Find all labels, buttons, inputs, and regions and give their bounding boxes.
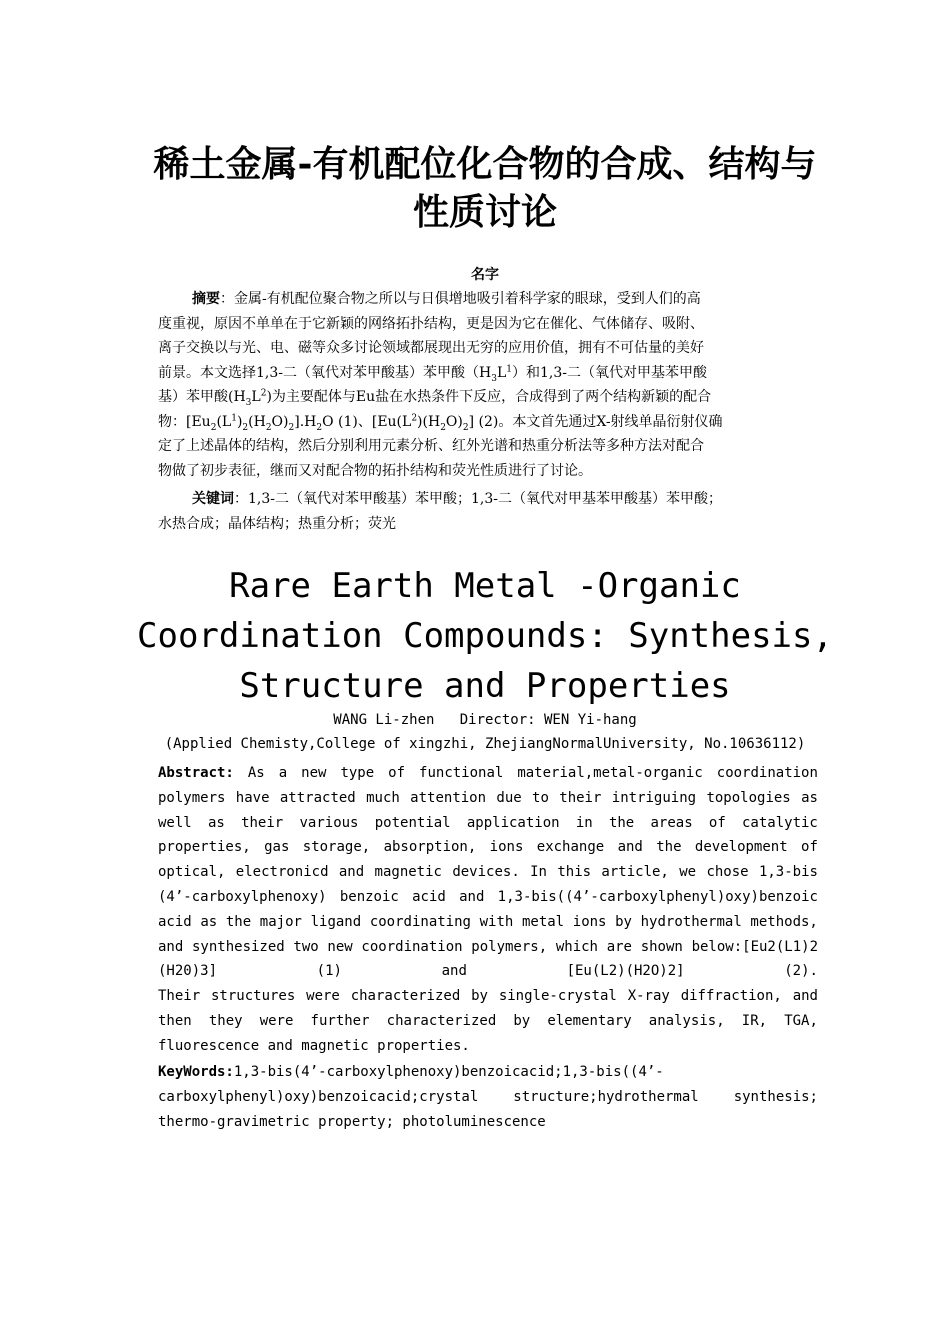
word: much (366, 789, 400, 806)
word: the (608, 814, 635, 831)
word: of (801, 839, 818, 856)
chinese-abstract (158, 287, 818, 483)
text: 离子交换以与光、电、磁等众多讨论领域都展现出无穷的应用价值，拥有不可估量的美好 (158, 340, 704, 356)
text: 定了上述晶体的结构，然后分别利用元素分析、红外光谱和热重分析法等多种方法对配合 (158, 438, 704, 454)
word: the (656, 839, 682, 856)
word: application (466, 814, 560, 831)
word: by (615, 913, 632, 930)
chinese-abstract-line (158, 312, 818, 337)
english-title-line-1: Rare Earth Metal -Organic (229, 566, 741, 606)
chinese-title-line-1: 稀土金属-有机配位化合物的合成、结构与 (153, 143, 817, 185)
word: storage, (302, 839, 371, 856)
word: functional (419, 765, 504, 781)
english-keywords-line (158, 1110, 818, 1135)
word: polymers, (471, 938, 548, 955)
english-abstract-line (158, 959, 818, 984)
word: exchange (536, 839, 605, 856)
text-part: )为主要配体与Eu盐在水热条件下反应，合成得到了两个结构新颖的配合 (266, 389, 712, 405)
word: as (801, 789, 818, 806)
word: two (293, 938, 319, 955)
word: the (225, 913, 252, 930)
word: (1) (316, 963, 342, 980)
subscript: 2 (288, 422, 295, 433)
text (158, 385, 711, 410)
english-abstract-line (158, 1034, 818, 1059)
word: then (158, 1012, 192, 1029)
english-abstract-line (158, 935, 818, 960)
word: absorption, (383, 839, 477, 856)
word: major (259, 913, 302, 930)
text: 1,3-二（氧代对苯甲酸基）苯甲酸；1,3-二（氧代对甲基苯甲酸基）苯甲酸； (248, 491, 722, 507)
english-abstract-line (158, 984, 818, 1009)
word: and (617, 839, 643, 856)
word: (H20)3] (158, 963, 218, 980)
word: characterized (386, 1012, 497, 1029)
chinese-keywords-line (158, 512, 818, 537)
word: of (388, 765, 406, 781)
subscript: 3 (491, 373, 497, 384)
word: optical, (158, 864, 226, 881)
text: 物做了初步表征，继而又对配合物的拓扑结构和荧光性质进行了讨论。 (158, 462, 592, 479)
text (158, 361, 707, 386)
word: gas (264, 839, 290, 856)
word: methods, (750, 913, 818, 930)
text-part: (H (248, 413, 266, 430)
word: characterized (350, 988, 461, 1005)
text: 度重视，原因不单单在于它新颖的网络拓扑结构，更是因为它在催化、气体储存、吸附、 (158, 315, 704, 332)
english-abstract-line (158, 910, 818, 935)
english-abstract-line (158, 885, 818, 910)
subscript: 2 (440, 422, 446, 433)
word: their (559, 789, 602, 806)
word: below:[Eu2(L1)2 (691, 938, 818, 955)
word: polymers (158, 789, 226, 806)
chinese-abstract-line (158, 361, 818, 386)
word: attracted (279, 789, 356, 806)
chinese-keywords (158, 487, 818, 536)
superscript: 1 (506, 363, 512, 374)
word: as (200, 913, 218, 930)
superscript: 2 (260, 388, 267, 399)
text-part: )(H (417, 413, 441, 430)
text: thermo-gravimetric property; photoluminescence (158, 1113, 546, 1130)
word: and (441, 963, 467, 980)
chinese-abstract-line (158, 336, 818, 361)
word: and (338, 864, 365, 881)
word: single-crystal (498, 988, 617, 1005)
text: fluorescence and magnetic properties. (158, 1037, 470, 1054)
text-part: 前景。本文选择1,3-二（氧代对苯甲酸基）苯甲酸（H (158, 364, 492, 381)
word: In (530, 864, 547, 881)
word: TGA, (784, 1012, 818, 1029)
word: further (310, 1012, 370, 1029)
chinese-abstract-label: 摘要 (192, 291, 220, 307)
superscript: 1 (231, 412, 237, 423)
word: intriguing (611, 789, 697, 806)
word: [Eu(L2)(H2O)2] (566, 963, 685, 980)
word: structure;hydrothermal (513, 1088, 699, 1105)
word: new (327, 938, 353, 955)
text-part: ] (2)。本文首先通过X-射线单晶衍射仪确 (468, 413, 723, 430)
english-affiliation: (Applied Chemisty,College of xingzhi, ZhejiangNormalUniversity, No.10636112) (164, 736, 806, 752)
subscript: 2 (210, 422, 217, 433)
word: by (513, 1012, 531, 1029)
word: X-ray (627, 988, 670, 1005)
english-author: WANG Li-zhen Director: WEN Yi-hang (333, 712, 637, 728)
english-abstract-line (158, 786, 818, 811)
english-abstract-line (158, 835, 818, 860)
word: coordination (716, 765, 818, 781)
word: ions (572, 913, 607, 930)
chinese-keywords-line (158, 487, 818, 512)
word: (2). (784, 963, 818, 980)
text-part: 物：[Eu (158, 413, 211, 430)
word: properties, (158, 839, 251, 856)
chinese-title-line-2: 性质讨论 (412, 191, 557, 233)
text-part: 基）苯甲酸(H (158, 389, 246, 405)
chinese-author: 名字 (471, 267, 499, 283)
word: electronicd (235, 864, 329, 881)
english-title-line-3: Structure and Properties (239, 666, 731, 706)
word: benzoic (339, 888, 399, 905)
word: due (496, 789, 522, 806)
word: a (278, 765, 288, 781)
word: article, (601, 864, 669, 881)
word: material,metal-organic (517, 765, 703, 781)
english-title-line-2: Coordination Compounds: Synthesis, (137, 616, 833, 656)
word: magnetic (374, 864, 442, 881)
word: diffraction, (680, 988, 782, 1005)
word: synthesis; (733, 1088, 818, 1105)
english-abstract (158, 761, 818, 1059)
chinese-abstract-line (158, 434, 818, 459)
text: 水热合成；晶体结构；热重分析；荧光 (158, 515, 396, 532)
separator: ： (220, 291, 234, 307)
word: were (259, 1012, 294, 1029)
text-part: O) (271, 413, 289, 430)
word: were (306, 988, 340, 1005)
chinese-abstract-line (158, 410, 818, 435)
word: IR, (741, 1012, 768, 1029)
text-part: (L (216, 413, 232, 430)
english-keywords-line (158, 1060, 818, 1085)
word: synthesized (192, 938, 285, 955)
english-abstract-line (158, 860, 818, 885)
subscript: 2 (316, 422, 323, 433)
word: and (158, 938, 184, 955)
word: (4’-carboxylphenoxy) (158, 888, 327, 905)
word: with (479, 913, 514, 930)
word: this (557, 864, 592, 881)
word: are (606, 938, 632, 955)
chinese-abstract-line (158, 287, 818, 312)
english-abstract-line (158, 761, 818, 786)
word: and (459, 888, 485, 905)
word: to (532, 789, 549, 806)
chinese-abstract-line (158, 459, 818, 484)
text-part: O (1)、[Eu(L (322, 413, 412, 430)
word: and (792, 988, 818, 1005)
separator: ： (234, 491, 248, 507)
word: as (207, 814, 225, 831)
text (158, 410, 723, 435)
word: development (694, 839, 788, 856)
text-part: ）和1,3-二（氧代对甲基苯甲酸 (511, 364, 707, 381)
word: acid (158, 913, 192, 930)
word: have (235, 789, 270, 806)
subscript: 2 (462, 422, 469, 433)
english-abstract-line (158, 1009, 818, 1034)
text-part: ) (236, 413, 243, 430)
word: 1,3-bis((4’-carboxylphenyl)oxy)benzoic (497, 888, 818, 905)
word: attention (410, 789, 487, 806)
subscript: 2 (265, 422, 272, 433)
word: of (708, 814, 726, 831)
word: new (301, 765, 327, 781)
word: in (575, 814, 593, 831)
word: elementary (547, 1012, 632, 1029)
text-part: O) (445, 413, 463, 430)
english-abstract-label: Abstract: (158, 765, 234, 781)
subscript: 2 (242, 422, 249, 433)
word: chose (706, 864, 749, 881)
english-keywords-label: KeyWords: (158, 1064, 234, 1080)
word: ions (489, 839, 524, 856)
word: analysis, (648, 1012, 725, 1029)
chinese-abstract-line (158, 385, 818, 410)
word: type (340, 765, 375, 781)
word: well (158, 814, 192, 831)
word: acid (412, 888, 446, 905)
chinese-keywords-label: 关键词 (192, 491, 234, 507)
english-abstract-line (158, 811, 818, 836)
english-keywords-line (158, 1085, 818, 1110)
word: structures (211, 988, 296, 1005)
word: Their (158, 988, 201, 1005)
word: shown (640, 938, 683, 955)
text-part: L (496, 364, 507, 381)
subscript: 3 (245, 397, 252, 408)
word: their (241, 814, 284, 831)
word: topologies (706, 789, 791, 806)
word: hydrothermal (640, 913, 742, 930)
word: ligand (310, 913, 362, 930)
word: potential (374, 814, 451, 831)
word: coordinating (369, 913, 471, 930)
word: which (555, 938, 598, 955)
word: coordination (361, 938, 463, 955)
word: areas (650, 814, 693, 831)
word: As (247, 765, 265, 781)
word: catalytic (742, 814, 818, 831)
word: carboxylphenyl)oxy)benzoicacid;crystal (158, 1088, 479, 1105)
superscript: 2 (411, 412, 418, 423)
word: metal (521, 913, 565, 930)
text: 1,3-bis(4’-carboxylphenoxy)benzoicacid;1,3-bis((4’- (233, 1064, 664, 1080)
word: by (471, 988, 488, 1005)
word: 1,3-bis (758, 864, 818, 881)
english-keywords (158, 1060, 818, 1134)
text-part: ].H (294, 413, 317, 430)
word: we (679, 864, 697, 881)
word: various (299, 814, 359, 831)
text: 金属-有机配位聚合物之所以与日俱增地吸引着科学家的眼球，受到人们的高 (234, 291, 701, 307)
word: devices. (452, 864, 520, 881)
text-part: L (251, 389, 261, 405)
word: they (208, 1012, 243, 1029)
